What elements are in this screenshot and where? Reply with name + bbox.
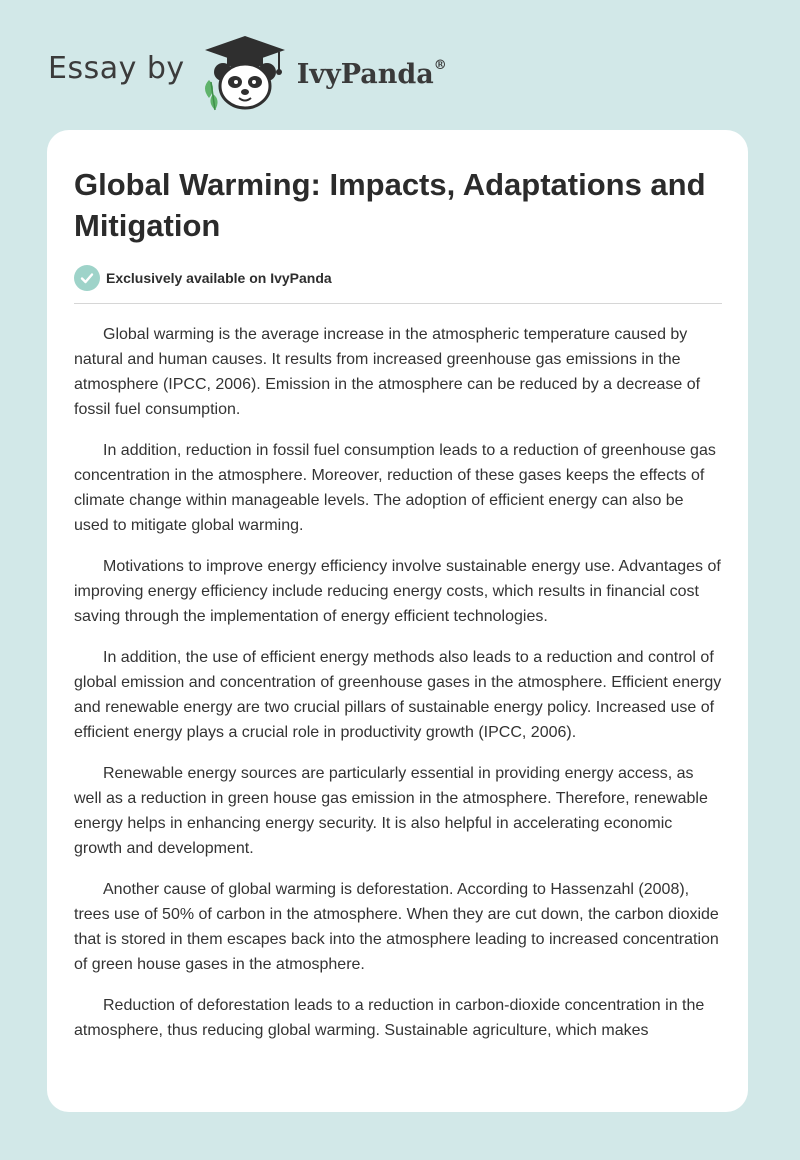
paragraph: Motivations to improve energy efficiency involve sustainable energy use. Advantages of improving energy efficiency include reducing energy costs, which results in financial cost saving through the implementation of energy efficient technologies.	[74, 558, 721, 625]
exclusive-badge	[74, 265, 722, 304]
brand-name[interactable]: IvyPanda®	[296, 57, 447, 90]
paragraph: In addition, reduction in fossil fuel consumption leads to a reduction of greenhouse gas concentration in the atmosphere. Moreover, reduction of these gases keeps the effects of climate change within manageable levels. The adoption of efficient energy can also be used to mitigate global warming.	[74, 442, 716, 534]
paragraph: Another cause of global warming is deforestation. According to Hassenzahl (2008), trees use of 50% of carbon in the atmosphere. When they are cut down, the carbon dioxide that is stored in them escapes back into the atmosphere leading to increased concentration of green house gases in the atmosphere.	[74, 881, 719, 973]
paragraph: Global warming is the average increase in the atmospheric temperature caused by natural and human causes. It results from increased greenhouse gas emissions in the atmosphere (IPCC, 2006). Emission in the atmosphere can be reduced by a decrease of fossil fuel consumption.	[74, 326, 701, 418]
exclusive-badge-label: Exclusively available on IvyPanda	[106, 270, 332, 286]
essay-by-label: Essay by	[48, 50, 185, 86]
essay-card	[47, 130, 748, 1112]
panda-logo-icon	[199, 32, 291, 112]
check-icon	[74, 265, 100, 291]
paragraph: Reduction of deforestation leads to a reduction in carbon-dioxide concentration in the atmosphere, thus reducing global warming. Sustainable agriculture, which makes	[74, 997, 705, 1039]
registered-mark: ®	[433, 57, 447, 73]
essay-body	[74, 322, 722, 1043]
paragraph: In addition, the use of efficient energy methods also leads to a reduction and control of global emission and concentration of greenhouse gases in the atmosphere. Efficient energy and renewable energy are two crucial pillars of sustainable energy policy. Increased use of efficient energy plays a crucial role in productivity growth (IPCC, 2006).	[74, 649, 722, 741]
essay-title: Global Warming: Impacts, Adaptations and Mitigation	[74, 167, 706, 243]
paragraph: Renewable energy sources are particularly essential in providing energy access, as well as a reduction in green house gas emission in the atmosphere. Therefore, renewable energy helps in enhancing energy security. It is also helpful in accelerating economic growth and development.	[74, 765, 708, 857]
site-header	[48, 32, 548, 112]
